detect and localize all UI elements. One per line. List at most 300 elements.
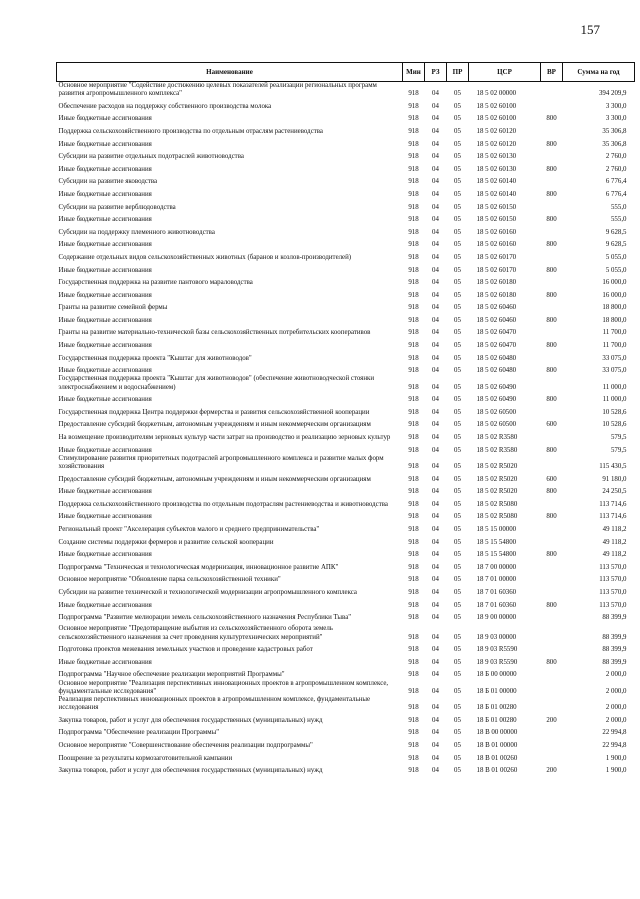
row-min: 918: [408, 463, 419, 471]
row-rz: 04: [432, 354, 439, 362]
row-rz: 04: [432, 115, 439, 123]
row-csr: 18 7 01 60360: [476, 588, 517, 596]
row-vr: [541, 350, 563, 363]
row-pr: 05: [454, 646, 461, 654]
row-name: Субсидии на развитие технической и технологической модернизации агропромышленного комплекса: [58, 588, 357, 596]
row-csr: 18 5 02 R5020: [476, 463, 518, 471]
row-vr: 800: [546, 601, 557, 609]
row-min: 918: [408, 421, 419, 429]
row-csr: 18 Б 00 00000: [476, 671, 517, 679]
row-sum: 11 000,0: [602, 383, 627, 391]
row-name: Субсидии на развитие верблюдоводства: [58, 203, 176, 211]
row-pr: 05: [454, 551, 461, 559]
row-sum: 49 118,2: [602, 551, 627, 559]
header-csr: ЦСР: [469, 63, 541, 82]
row-sum: 555,0: [610, 216, 627, 224]
row-rz: 04: [432, 614, 439, 622]
row-min: 918: [408, 396, 419, 404]
row-pr: 05: [454, 658, 461, 666]
row-vr: 800: [546, 513, 557, 521]
row-csr: 18 9 03 00000: [476, 633, 517, 641]
row-csr: 18 5 02 R3580: [476, 446, 518, 454]
row-csr: 18 5 15 54800: [476, 551, 517, 559]
row-rz: 04: [432, 178, 439, 186]
row-pr: 05: [454, 316, 461, 324]
table-row: [57, 763, 635, 776]
row-sum: 11 700,0: [602, 342, 627, 350]
row-rz: 04: [432, 90, 439, 98]
row-csr: 18 Б 01 00000: [476, 687, 517, 695]
row-min: 918: [408, 102, 419, 110]
row-sum: 10 528,6: [602, 421, 627, 429]
row-sum: 3 300,0: [605, 115, 627, 123]
table-row: [57, 509, 635, 522]
row-min: 918: [408, 304, 419, 312]
row-rz: 04: [432, 551, 439, 559]
row-name: Поддержка сельскохозяйственного производства по отдельным подотраслям растениеводства и животноводства: [58, 500, 388, 508]
row-sum: 1 900,0: [605, 767, 627, 775]
row-name: Основное мероприятие "Содействие достижению целевых показателей реализации региональных программ развития агропромышленного комплекса": [58, 82, 377, 98]
table-row: [57, 338, 635, 351]
row-vr: [541, 300, 563, 313]
row-min: 918: [408, 658, 419, 666]
row-sum: 2 760,0: [605, 153, 627, 161]
row-rz: 04: [432, 687, 439, 695]
row-name: Государственная поддержка проекта "Кыштаг для животноводов": [58, 354, 252, 362]
table-row: [57, 622, 635, 641]
row-pr: 05: [454, 671, 461, 679]
row-min: 918: [408, 140, 419, 148]
row-pr: 05: [454, 729, 461, 737]
row-sum: 394 209,9: [598, 90, 627, 98]
row-pr: 05: [454, 90, 461, 98]
table-row: [57, 392, 635, 405]
row-name: Гранты на развитие семейной фермы: [58, 304, 168, 312]
row-min: 918: [408, 741, 419, 749]
row-name: Региональный проект "Акселерация субъектов малого и среднего предпринимательства": [58, 526, 320, 534]
row-min: 918: [408, 687, 419, 695]
row-sum: 91 180,0: [602, 475, 627, 483]
row-min: 918: [408, 500, 419, 508]
row-pr: 05: [454, 383, 461, 391]
row-csr: 18 5 02 00000: [476, 90, 517, 98]
row-csr: 18 9 03 R5590: [476, 646, 518, 654]
row-pr: 05: [454, 241, 461, 249]
row-min: 918: [408, 367, 419, 375]
budget-table: [56, 62, 635, 775]
table-row: [57, 124, 635, 137]
row-pr: 05: [454, 367, 461, 375]
row-csr: 18 5 15 00000: [476, 526, 517, 534]
row-csr: 18 5 02 60470: [476, 329, 517, 337]
row-rz: 04: [432, 408, 439, 416]
table-header-row: [57, 63, 635, 82]
row-vr: [541, 610, 563, 623]
row-vr: [541, 572, 563, 585]
row-pr: 05: [454, 165, 461, 173]
row-pr: 05: [454, 500, 461, 508]
row-vr: [541, 199, 563, 212]
row-min: 918: [408, 475, 419, 483]
row-sum: 6 776,4: [605, 190, 627, 198]
row-vr: 800: [546, 551, 557, 559]
row-csr: 18 5 02 60140: [476, 178, 517, 186]
row-pr: 05: [454, 488, 461, 496]
row-csr: 18 5 02 R5080: [476, 513, 518, 521]
row-min: 918: [408, 316, 419, 324]
row-min: 918: [408, 127, 419, 135]
table-row: [57, 313, 635, 326]
table-row: [57, 712, 635, 725]
row-sum: 35 306,8: [602, 140, 627, 148]
row-csr: 18 Б 01 00280: [476, 704, 517, 712]
row-csr: 18 5 02 60460: [476, 304, 517, 312]
table-row: [57, 212, 635, 225]
row-name: Иные бюджетные ассигнования: [58, 658, 152, 666]
table-row: [57, 98, 635, 111]
row-csr: 18 5 02 60170: [476, 253, 517, 261]
row-rz: 04: [432, 241, 439, 249]
row-vr: 800: [546, 291, 557, 299]
row-name: Подпрограмма "Научное обеспечение реализации мероприятий Программы": [58, 671, 285, 679]
table-row: [57, 547, 635, 560]
row-name: Иные бюджетные ассигнования: [58, 367, 152, 375]
row-csr: 18 5 02 60480: [476, 367, 517, 375]
row-rz: 04: [432, 576, 439, 584]
row-min: 918: [408, 704, 419, 712]
row-name: Обеспечение расходов на поддержку собственного производства молока: [58, 102, 272, 110]
row-min: 918: [408, 588, 419, 596]
row-csr: 18 5 02 60150: [476, 203, 517, 211]
row-sum: 113 714,6: [599, 500, 627, 508]
row-min: 918: [408, 633, 419, 641]
row-rz: 04: [432, 767, 439, 775]
row-name: Основное мероприятие "Совершенствование обеспечения реализации подпрограммы": [58, 741, 313, 749]
row-rz: 04: [432, 291, 439, 299]
row-min: 918: [408, 513, 419, 521]
row-vr: [541, 667, 563, 680]
row-sum: 22 994,8: [602, 729, 627, 737]
row-min: 918: [408, 434, 419, 442]
row-min: 918: [408, 266, 419, 274]
row-rz: 04: [432, 488, 439, 496]
table-row: [57, 363, 635, 376]
row-pr: 05: [454, 704, 461, 712]
row-min: 918: [408, 354, 419, 362]
row-csr: 18 5 02 60470: [476, 342, 517, 350]
row-rz: 04: [432, 434, 439, 442]
row-sum: 11 700,0: [602, 329, 627, 337]
header-min: Мин: [403, 63, 425, 82]
row-name: Иные бюджетные ассигнования: [58, 140, 152, 148]
row-rz: 04: [432, 729, 439, 737]
row-sum: 579,5: [610, 434, 627, 442]
row-pr: 05: [454, 767, 461, 775]
row-rz: 04: [432, 475, 439, 483]
row-rz: 04: [432, 304, 439, 312]
row-sum: 16 000,0: [602, 279, 627, 287]
row-csr: 18 В 01 00260: [476, 754, 518, 762]
row-min: 918: [408, 291, 419, 299]
row-name: Подпрограмма "Техническая и технологическая модернизация, инновационное развитие АПК": [58, 563, 339, 571]
row-pr: 05: [454, 538, 461, 546]
table-row: [57, 442, 635, 455]
table-row: [57, 522, 635, 535]
table-row: [57, 455, 635, 471]
row-name: Поддержка сельскохозяйственного производства по отдельным отраслям растениеводства: [58, 127, 323, 135]
table-row: [57, 572, 635, 585]
row-name: Основное мероприятие "Реализация перспективных инновационных проектов в агропромышленном комплексе, фундаментальные исследования": [58, 679, 389, 695]
row-csr: 18 5 02 60100: [476, 115, 517, 123]
row-pr: 05: [454, 463, 461, 471]
row-name: Иные бюджетные ассигнования: [58, 342, 152, 350]
row-sum: 2 000,0: [605, 687, 627, 695]
row-csr: 18 5 02 60500: [476, 421, 517, 429]
table-body: [57, 82, 635, 776]
row-name: Основное мероприятие "Обновление парка сельскохозяйственной техники": [58, 576, 281, 584]
table-row: [57, 585, 635, 598]
table-row: [57, 667, 635, 680]
row-csr: 18 9 00 00000: [476, 614, 517, 622]
row-name: Закупка товаров, работ и услуг для обеспечения государственных (муниципальных) нужд: [58, 716, 323, 724]
table-row: [57, 287, 635, 300]
row-min: 918: [408, 576, 419, 584]
row-min: 918: [408, 551, 419, 559]
table-row: [57, 325, 635, 338]
row-sum: 2 760,0: [605, 165, 627, 173]
row-pr: 05: [454, 279, 461, 287]
row-vr: [541, 585, 563, 598]
row-name: Предоставление субсидий бюджетным, автономным учреждениям и иным некоммерческим организациям: [58, 475, 371, 483]
row-csr: 18 5 02 R5080: [476, 500, 518, 508]
row-vr: 800: [546, 266, 557, 274]
row-vr: 800: [546, 115, 557, 123]
row-min: 918: [408, 279, 419, 287]
row-csr: 18 5 02 60150: [476, 216, 517, 224]
table-row: [57, 725, 635, 738]
table-row: [57, 597, 635, 610]
row-csr: 18 5 02 60460: [476, 316, 517, 324]
row-name: Субсидии на развитие яководства: [58, 178, 158, 186]
row-pr: 05: [454, 614, 461, 622]
row-csr: 18 5 02 60160: [476, 228, 517, 236]
row-csr: 18 5 02 60480: [476, 354, 517, 362]
row-vr: 800: [546, 316, 557, 324]
table-row: [57, 350, 635, 363]
row-pr: 05: [454, 526, 461, 534]
table-row: [57, 738, 635, 751]
row-vr: [541, 250, 563, 263]
header-vr: ВР: [541, 63, 563, 82]
row-pr: 05: [454, 687, 461, 695]
row-csr: 18 7 00 00000: [476, 563, 517, 571]
row-min: 918: [408, 646, 419, 654]
row-csr: 18 5 02 60120: [476, 127, 517, 135]
table-row: [57, 471, 635, 484]
row-sum: 18 800,0: [602, 304, 627, 312]
row-rz: 04: [432, 153, 439, 161]
row-pr: 05: [454, 140, 461, 148]
row-min: 918: [408, 90, 419, 98]
row-sum: 18 800,0: [602, 316, 627, 324]
row-min: 918: [408, 538, 419, 546]
row-sum: 2 000,0: [605, 671, 627, 679]
row-pr: 05: [454, 304, 461, 312]
row-sum: 113 570,0: [599, 563, 627, 571]
row-pr: 05: [454, 716, 461, 724]
row-vr: 800: [546, 342, 557, 350]
row-name: Иные бюджетные ассигнования: [58, 446, 152, 454]
row-name: Иные бюджетные ассигнования: [58, 216, 152, 224]
row-rz: 04: [432, 513, 439, 521]
row-sum: 49 118,2: [602, 538, 627, 546]
row-rz: 04: [432, 203, 439, 211]
row-csr: 18 5 02 60170: [476, 266, 517, 274]
row-pr: 05: [454, 329, 461, 337]
row-pr: 05: [454, 178, 461, 186]
row-sum: 24 250,5: [602, 488, 627, 496]
table-row: [57, 404, 635, 417]
row-vr: 800: [546, 165, 557, 173]
row-min: 918: [408, 488, 419, 496]
row-name: Иные бюджетные ассигнования: [58, 551, 152, 559]
row-min: 918: [408, 228, 419, 236]
row-rz: 04: [432, 500, 439, 508]
row-vr: [541, 496, 563, 509]
row-pr: 05: [454, 127, 461, 135]
row-sum: 555,0: [610, 203, 627, 211]
table-row: [57, 750, 635, 763]
row-name: Иные бюджетные ассигнования: [58, 601, 152, 609]
row-rz: 04: [432, 716, 439, 724]
row-pr: 05: [454, 102, 461, 110]
row-vr: [541, 534, 563, 547]
row-min: 918: [408, 115, 419, 123]
header-rz: РЗ: [425, 63, 447, 82]
row-sum: 579,5: [610, 446, 627, 454]
row-sum: 9 628,5: [605, 241, 627, 249]
row-min: 918: [408, 563, 419, 571]
row-rz: 04: [432, 316, 439, 324]
table-row: [57, 680, 635, 696]
row-rz: 04: [432, 228, 439, 236]
row-csr: 18 5 02 60130: [476, 153, 517, 161]
row-pr: 05: [454, 115, 461, 123]
row-name: Поощрение за результаты кормозаготовительной кампании: [58, 754, 233, 762]
row-pr: 05: [454, 266, 461, 274]
row-vr: [541, 430, 563, 443]
row-rz: 04: [432, 253, 439, 261]
row-vr: [541, 82, 563, 99]
table-row: [57, 199, 635, 212]
row-min: 918: [408, 754, 419, 762]
row-min: 918: [408, 767, 419, 775]
row-min: 918: [408, 383, 419, 391]
row-name: Создание системы поддержки фермеров и развитие сельской кооперации: [58, 538, 274, 546]
row-rz: 04: [432, 633, 439, 641]
row-min: 918: [408, 203, 419, 211]
row-sum: 5 055,0: [605, 253, 627, 261]
row-sum: 88 399,9: [602, 658, 627, 666]
row-pr: 05: [454, 434, 461, 442]
row-vr: [541, 696, 563, 712]
row-name: Подпрограмма "Обеспечение реализации Программы": [58, 729, 220, 737]
row-vr: [541, 738, 563, 751]
row-pr: 05: [454, 563, 461, 571]
row-pr: 05: [454, 396, 461, 404]
row-csr: 18 7 01 60360: [476, 601, 517, 609]
row-name: Реализация перспективных инновационных проектов в агропромышленном комплексе, фундаментальные исследования: [58, 695, 371, 712]
row-rz: 04: [432, 266, 439, 274]
row-rz: 04: [432, 463, 439, 471]
row-sum: 35 306,8: [602, 127, 627, 135]
row-sum: 88 399,9: [602, 646, 627, 654]
table-row: [57, 174, 635, 187]
row-name: Иные бюджетные ассигнования: [58, 396, 152, 404]
row-csr: 18 5 02 60100: [476, 102, 517, 110]
row-rz: 04: [432, 671, 439, 679]
row-min: 918: [408, 342, 419, 350]
table-row: [57, 111, 635, 124]
row-min: 918: [408, 178, 419, 186]
row-csr: 18 В 01 00000: [476, 741, 518, 749]
row-name: Подготовка проектов межевания земельных участков и проведение кадастровых работ: [58, 646, 313, 654]
table-row: [57, 275, 635, 288]
row-min: 918: [408, 408, 419, 416]
row-sum: 2 000,0: [605, 704, 627, 712]
row-rz: 04: [432, 741, 439, 749]
table-row: [57, 161, 635, 174]
row-pr: 05: [454, 633, 461, 641]
row-rz: 04: [432, 704, 439, 712]
row-sum: 49 118,2: [602, 526, 627, 534]
row-rz: 04: [432, 754, 439, 762]
row-sum: 22 994,8: [602, 741, 627, 749]
row-csr: 18 5 02 60180: [476, 279, 517, 287]
row-vr: 800: [546, 140, 557, 148]
row-sum: 5 055,0: [605, 266, 627, 274]
row-sum: 2 000,0: [605, 716, 627, 724]
table-row: [57, 496, 635, 509]
row-sum: 16 000,0: [602, 291, 627, 299]
header-sum: Сумма на год: [563, 63, 635, 82]
table-row: [57, 237, 635, 250]
row-sum: 88 399,9: [602, 614, 627, 622]
row-vr: [541, 325, 563, 338]
row-name: Государственная поддержка Центра поддержки фермерства и развития сельскохозяйственной кооперации: [58, 408, 370, 416]
row-csr: 18 5 02 R5020: [476, 475, 518, 483]
row-vr: 800: [546, 446, 557, 454]
row-vr: 800: [546, 367, 557, 375]
row-rz: 04: [432, 526, 439, 534]
row-csr: 18 5 02 R3580: [476, 434, 518, 442]
row-name: Иные бюджетные ассигнования: [58, 241, 152, 249]
row-name: Иные бюджетные ассигнования: [58, 316, 152, 324]
table-row: [57, 187, 635, 200]
row-csr: 18 5 02 60490: [476, 396, 517, 404]
row-csr: 18 5 02 60490: [476, 383, 517, 391]
row-vr: 200: [546, 767, 557, 775]
row-vr: 800: [546, 488, 557, 496]
row-vr: [541, 522, 563, 535]
row-name: Подпрограмма "Развитие мелиорации земель сельскохозяйственного назначения Республики Тыва": [58, 614, 352, 622]
row-pr: 05: [454, 291, 461, 299]
row-vr: [541, 375, 563, 391]
row-name: Иные бюджетные ассигнования: [58, 488, 152, 496]
table-row: [57, 484, 635, 497]
table-row: [57, 642, 635, 655]
row-vr: 800: [546, 216, 557, 224]
